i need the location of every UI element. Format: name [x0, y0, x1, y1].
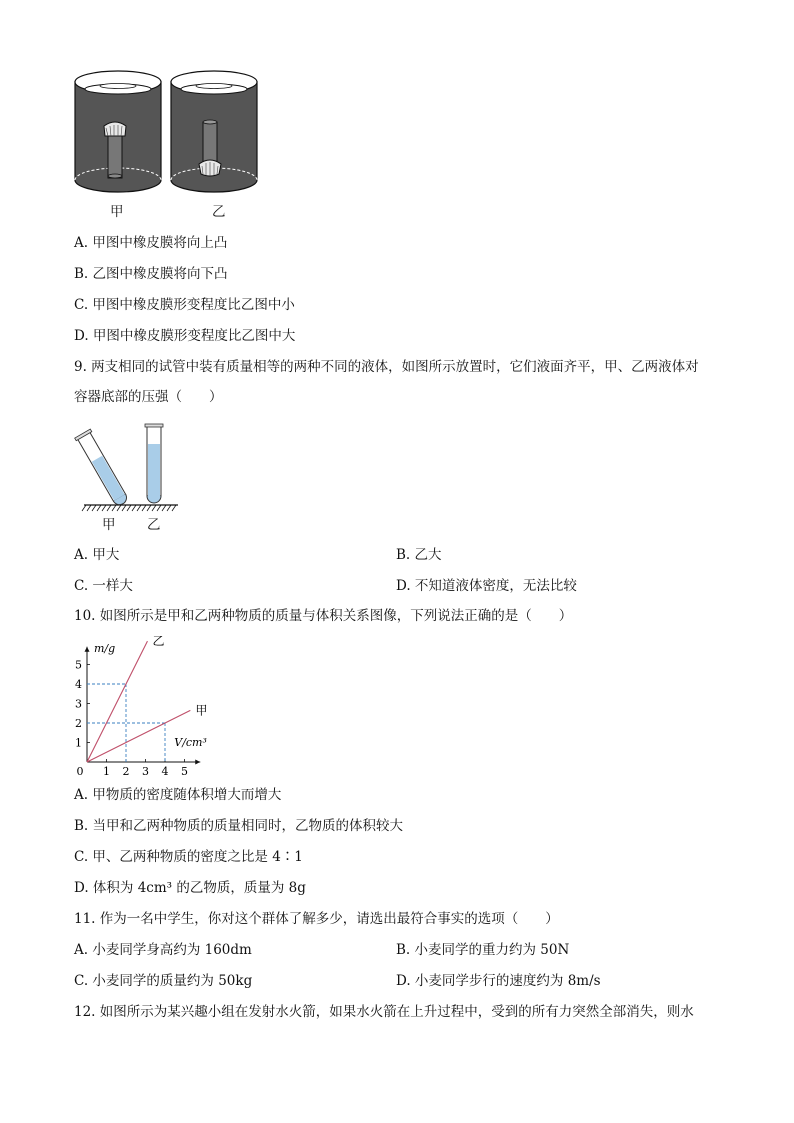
y-tick-label: 1 [75, 736, 82, 750]
fig8-label-jia: 甲 [110, 204, 124, 220]
x-axis-label: V/cm³ [174, 736, 207, 749]
y-axis-arrow [85, 647, 90, 652]
q11-option-a: A. 小麦同学身高约为 160dm [74, 942, 252, 958]
x-axis-arrow [195, 760, 200, 765]
q11-option-b: B. 小麦同学的重力约为 50N [396, 942, 570, 958]
fig9-label-yi: 乙 [147, 517, 161, 533]
test-tube-figure [70, 420, 185, 515]
y-tick-label: 4 [75, 678, 82, 691]
q8-option-c: C. 甲图中橡皮膜形变程度比乙图中小 [74, 297, 295, 313]
x-tick-label: 4 [161, 765, 169, 776]
tube-yi-drawing [145, 424, 163, 503]
tube-jia-drawing [75, 429, 131, 508]
y-tick-label: 5 [75, 658, 82, 672]
y-tick-label: 3 [75, 697, 82, 711]
q10-option-c: C. 甲、乙两种物质的密度之比是 4∶1 [74, 849, 303, 865]
q8-option-d: D. 甲图中橡皮膜形变程度比乙图中大 [74, 328, 296, 344]
q10-option-b: B. 当甲和乙两种物质的质量相同时，乙物质的体积较大 [74, 818, 404, 834]
x-tick-label: 5 [181, 765, 188, 776]
y-axis-label: m/g [94, 641, 116, 655]
y-tick-label: 2 [75, 717, 82, 730]
q8-option-b: B. 乙图中橡皮膜将向下凸 [74, 266, 228, 282]
series-label-yi: 乙 [152, 636, 165, 649]
q11-option-c: C. 小麦同学的质量约为 50kg [74, 973, 253, 989]
x-tick-label: 3 [142, 765, 149, 776]
x-tick-label: 0 [76, 765, 84, 776]
q9-stem-line1: 9. 两支相同的试管中装有质量相等的两种不同的液体，如图所示放置时，它们液面齐平，甲、乙两液体对 [74, 359, 699, 375]
fig8-label-yi: 乙 [212, 204, 226, 220]
beaker-yi-drawing [171, 71, 257, 192]
series-line-yi [87, 641, 147, 762]
q9-option-b: B. 乙大 [396, 547, 442, 563]
x-tick-label: 1 [103, 765, 110, 776]
fig9-label-jia: 甲 [102, 517, 116, 533]
q10-stem: 10. 如图所示是甲和乙两种物质的质量与体积关系图像，下列说法正确的是（ ） [74, 608, 573, 624]
beaker-jia-drawing [75, 71, 161, 192]
q10-option-d: D. 体积为 4cm³ 的乙物质，质量为 8g [74, 880, 306, 896]
q8-option-a: A. 甲图中橡皮膜将向上凸 [74, 235, 228, 251]
q11-stem: 11. 作为一名中学生，你对这个群体了解多少，请选出最符合事实的选项（ ） [74, 911, 559, 927]
q9-option-c: C. 一样大 [74, 578, 133, 594]
q10-option-a: A. 甲物质的密度随体积增大而增大 [74, 787, 282, 803]
q11-option-d: D. 小麦同学步行的速度约为 8m/s [396, 973, 601, 989]
mass-volume-chart [70, 636, 250, 776]
series-label-jia: 甲 [195, 703, 208, 718]
x-tick-label: 2 [122, 765, 130, 776]
q12-stem: 12. 如图所示为某兴趣小组在发射水火箭，如果水火箭在上升过程中，受到的所有力突然全部消失，则水 [74, 1004, 694, 1020]
q9-stem-line2: 容器底部的压强（ ） [74, 389, 223, 405]
q9-option-a: A. 甲大 [74, 547, 120, 563]
q9-option-d: D. 不知道液体密度，无法比较 [396, 578, 577, 594]
beaker-figure [68, 64, 263, 224]
